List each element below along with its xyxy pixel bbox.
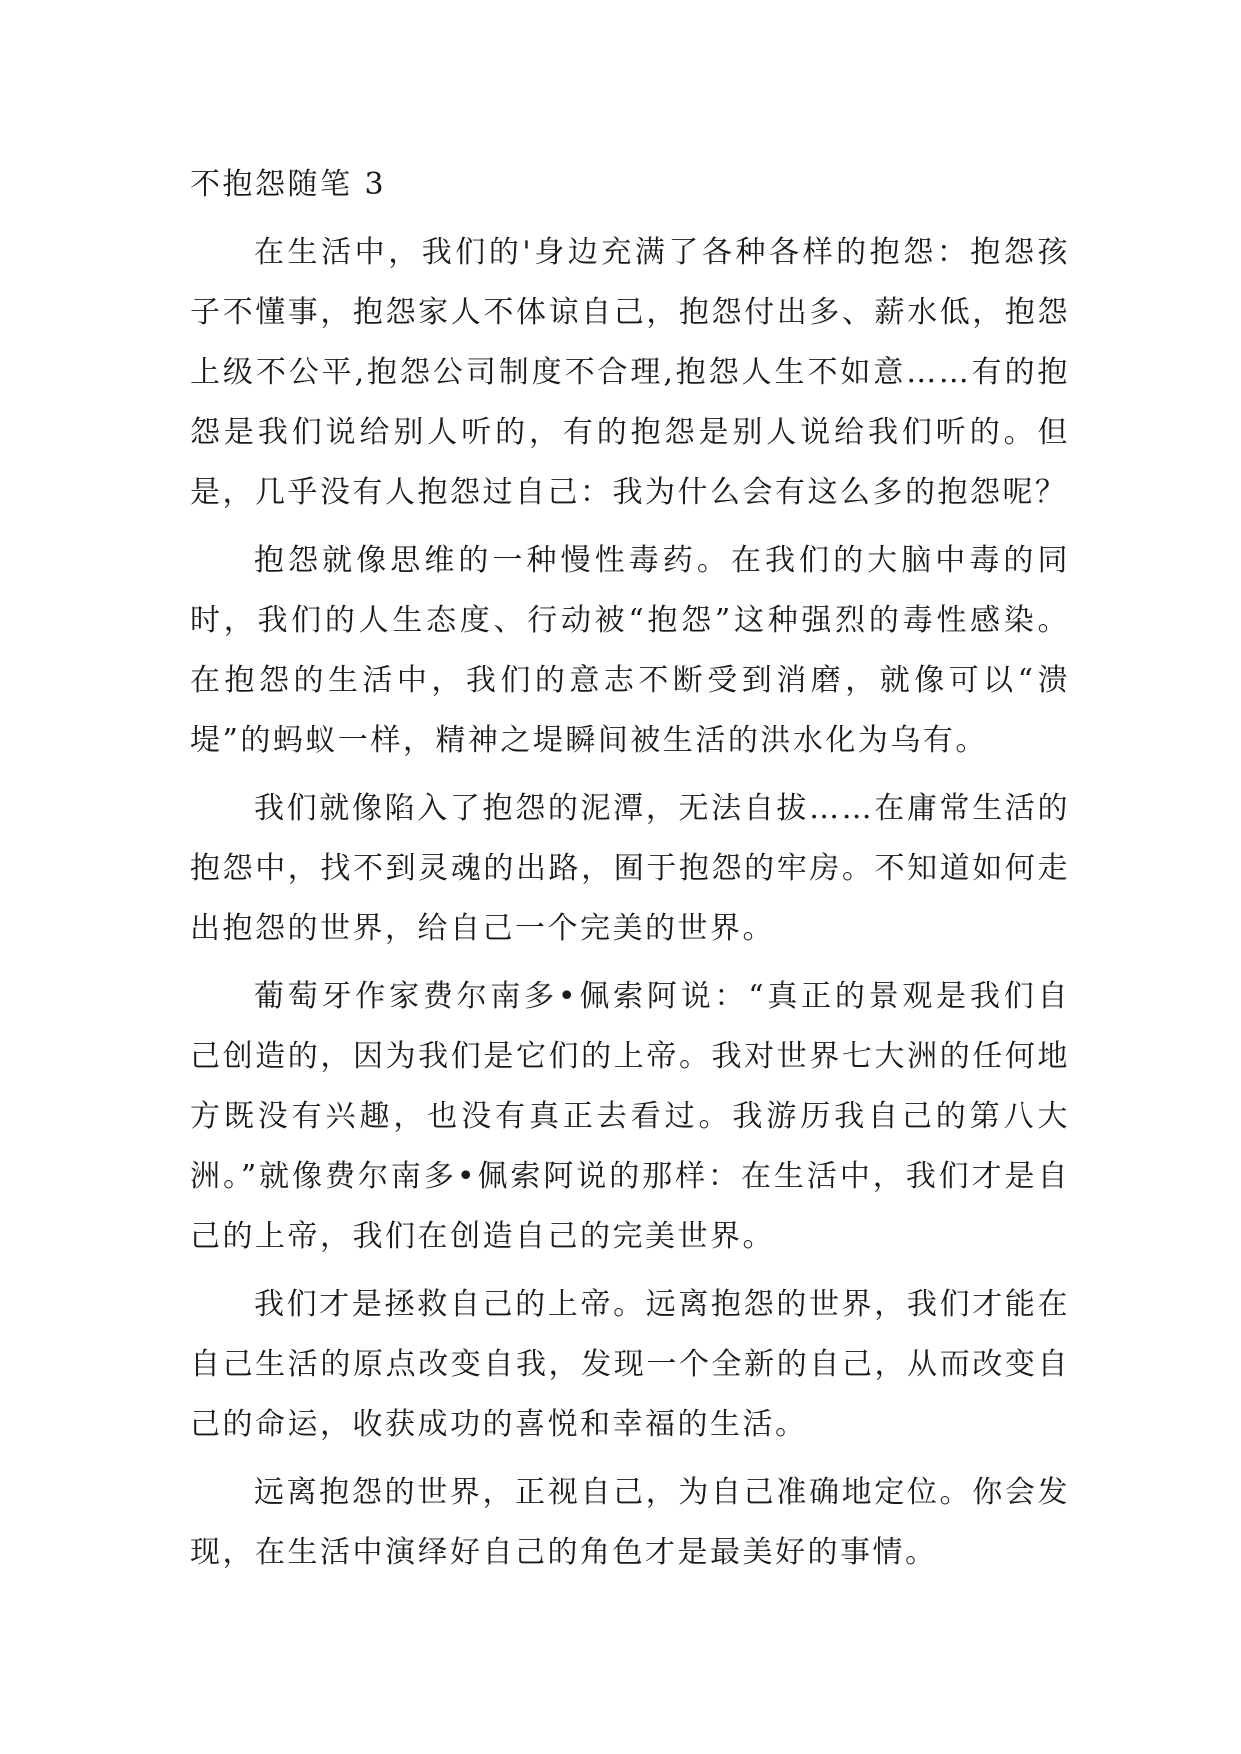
document-title: 不抱怨随笔 3 bbox=[190, 167, 387, 202]
paragraph-5: 我们才是拯救自己的上帝。远离抱怨的世界，我们才能在自己生活的原点改变自我，发现一个全新的自己，从而改变自己的命运，收获成功的喜悦和幸福的生活。 bbox=[190, 1287, 1070, 1442]
paragraph-3: 我们就像陷入了抱怨的泥潭，无法自拔……在庸常生活的抱怨中，找不到灵魂的出路，囿于抱怨的牢房。不知道如何走出抱怨的世界，给自己一个完美的世界。 bbox=[190, 791, 1070, 946]
paragraph-4: 葡萄牙作家费尔南多•佩索阿说：“真正的景观是我们自己创造的，因为我们是它们的上帝。我对世界七大洲的任何地方既没有兴趣，也没有真正去看过。我游历我自己的第八大洲。”就像费尔南多•佩索阿说的那样：在生活中，我们才是自己的上帝，我们在创造自己的完美世界。 bbox=[190, 979, 1070, 1254]
paragraph-2: 抱怨就像思维的一种慢性毒药。在我们的大脑中毒的同时，我们的人生态度、行动被“抱怨”这种强烈的毒性感染。在抱怨的生活中，我们的意志不断受到消磨，就像可以“溃堤”的蚂蚁一样，精神之堤瞬间被生活的洪水化为乌有。 bbox=[190, 543, 1070, 758]
paragraph-6: 远离抱怨的世界，正视自己，为自己准确地定位。你会发现，在生活中演绎好自己的角色才是最美好的事情。 bbox=[190, 1475, 1070, 1570]
document-body bbox=[190, 155, 1070, 1591]
paragraph-1: 在生活中，我们的'身边充满了各种各样的抱怨：抱怨孩子不懂事，抱怨家人不体谅自己，抱怨付出多、薪水低，抱怨上级不公平,抱怨公司制度不合理,抱怨人生不如意……有的抱怨是我们说给别人听的，有的抱怨是别人说给我们听的。但是，几乎没有人抱怨过自己：我为什么会有这么多的抱怨呢？ bbox=[190, 235, 1070, 510]
